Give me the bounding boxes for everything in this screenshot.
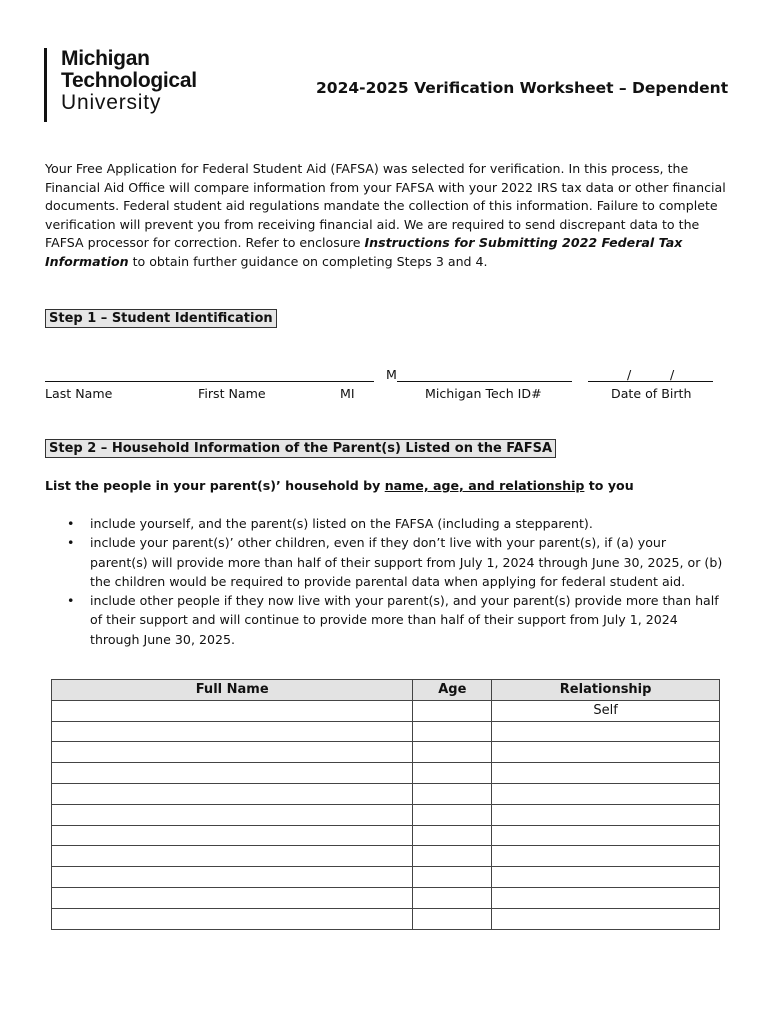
label-tech-id: Michigan Tech ID#	[425, 386, 542, 401]
bullet-icon: •	[67, 593, 75, 609]
dob-slash-1: /	[627, 367, 632, 382]
logo-line-2: Technological	[61, 69, 197, 92]
table-row	[52, 804, 720, 825]
age-cell[interactable]	[413, 700, 492, 721]
intro-paragraph	[45, 160, 735, 272]
table-row	[52, 867, 720, 888]
tech-id-input-line[interactable]	[397, 381, 572, 382]
relationship-cell[interactable]	[492, 721, 720, 742]
name-input-line[interactable]	[45, 381, 374, 382]
full-name-cell[interactable]	[52, 887, 413, 908]
instruction-before: List the people in your parent(s)’ household by	[45, 478, 385, 493]
table-header-row	[52, 680, 720, 701]
full-name-cell[interactable]	[52, 804, 413, 825]
dob-input-line[interactable]	[588, 381, 713, 382]
household-table	[51, 679, 720, 930]
full-name-cell[interactable]	[52, 825, 413, 846]
bullet-icon: •	[67, 516, 75, 531]
label-last-name: Last Name	[45, 386, 113, 401]
intro-emphasis: Instructions for Submitting 2022 Federal Tax Information	[45, 235, 683, 269]
full-name-cell[interactable]	[52, 783, 413, 804]
intro-text-before: Your Free Application for Federal Student Aid (FAFSA) was selected for verification. In this process, the Financial Aid Office will compare information from your FAFSA with your 2022 IRS tax data or other financial documents. Federal student aid regulations mandate the collection of this information. Failure to complete verification will prevent you from receiving financial aid. We are required to send discrepant data to the FAFSA processor for correction. Refer to enclosure	[45, 161, 726, 251]
document-title: 2024-2025 Verification Worksheet – Dependent	[316, 79, 729, 97]
bullet-text: include yourself, and the parent(s) listed on the FAFSA (including a stepparent).	[90, 516, 593, 531]
age-cell[interactable]	[413, 908, 492, 929]
table-row	[52, 846, 720, 867]
bullet-text: include other people if they now live with your parent(s), and your parent(s) provide more than half of their support and will continue to provide more than half of their support from July 1, 2024 through June 30, 2025.	[90, 593, 719, 647]
table-row	[52, 700, 720, 721]
relationship-cell[interactable]	[492, 825, 720, 846]
age-cell[interactable]	[413, 846, 492, 867]
full-name-cell[interactable]	[52, 908, 413, 929]
relationship-cell[interactable]	[492, 846, 720, 867]
instruction-after: to you	[584, 478, 634, 493]
age-cell[interactable]	[413, 867, 492, 888]
bullet-text: include your parent(s)’ other children, even if they don’t live with your parent(s), if (a) your parent(s) will provide more than half of their support from July 1, 2024 through June 30, 2025, or (b) the children would be required to provide parental data when applying for federal student aid.	[90, 535, 723, 589]
age-cell[interactable]	[413, 804, 492, 825]
university-logo	[44, 48, 197, 122]
relationship-cell[interactable]: Self	[492, 700, 720, 721]
relationship-cell[interactable]	[492, 763, 720, 784]
relationship-cell[interactable]	[492, 867, 720, 888]
step1-heading: Step 1 – Student Identification	[45, 309, 277, 328]
age-cell[interactable]	[413, 825, 492, 846]
header-full-name: Full Name	[52, 680, 413, 701]
household-bullet-list	[65, 514, 725, 649]
age-cell[interactable]	[413, 763, 492, 784]
full-name-cell[interactable]	[52, 742, 413, 763]
intro-text-after: to obtain further guidance on completing Steps 3 and 4.	[128, 253, 488, 269]
table-row	[52, 742, 720, 763]
age-cell[interactable]	[413, 742, 492, 763]
table-row	[52, 763, 720, 784]
bullet-icon: •	[67, 535, 75, 551]
full-name-cell[interactable]	[52, 846, 413, 867]
full-name-cell[interactable]	[52, 700, 413, 721]
relationship-cell[interactable]	[492, 908, 720, 929]
table-row	[52, 887, 720, 908]
age-cell[interactable]	[413, 721, 492, 742]
relationship-cell[interactable]	[492, 887, 720, 908]
full-name-cell[interactable]	[52, 721, 413, 742]
full-name-cell[interactable]	[52, 763, 413, 784]
list-item	[65, 591, 725, 649]
mi-mark: M	[386, 367, 397, 382]
age-cell[interactable]	[413, 887, 492, 908]
instruction-underlined: name, age, and relationship	[384, 478, 585, 493]
logo-line-3: University	[61, 91, 162, 114]
list-item	[65, 533, 725, 591]
label-mi: MI	[340, 386, 355, 401]
full-name-cell[interactable]	[52, 867, 413, 888]
relationship-cell[interactable]	[492, 804, 720, 825]
dob-slash-2: /	[670, 367, 675, 382]
household-instruction	[45, 478, 634, 493]
header-relationship: Relationship	[492, 680, 720, 701]
relationship-cell[interactable]	[492, 783, 720, 804]
label-first-name: First Name	[198, 386, 266, 401]
label-dob: Date of Birth	[611, 386, 692, 401]
relationship-cell[interactable]	[492, 742, 720, 763]
list-item	[65, 514, 725, 533]
table-row	[52, 783, 720, 804]
logo-line-1: Michigan	[61, 47, 150, 70]
step2-heading: Step 2 – Household Information of the Parent(s) Listed on the FAFSA	[45, 439, 556, 458]
table-row	[52, 825, 720, 846]
header-age: Age	[413, 680, 492, 701]
table-row	[52, 908, 720, 929]
age-cell[interactable]	[413, 783, 492, 804]
table-row	[52, 721, 720, 742]
